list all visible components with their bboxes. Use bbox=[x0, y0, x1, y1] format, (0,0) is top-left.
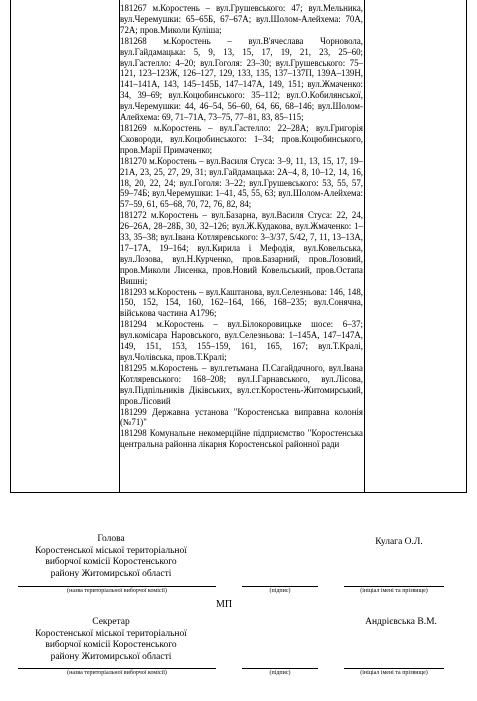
precinct-entry: 181267 м.Коростень – вул.Грушевського: 47; вул.Мельника, вул.Черемушки: 65–65Б, 67–67А; вул.Шолом-Алейхема: 70А, 72А; пров.Миколи Куліша; bbox=[120, 3, 363, 35]
column-divider bbox=[364, 0, 365, 492]
underline bbox=[18, 586, 216, 587]
stamp-label: МП bbox=[216, 599, 233, 610]
underline bbox=[242, 586, 318, 587]
caption-org: (назва територіальної виборчої комісії) bbox=[67, 670, 167, 676]
caption-sign: (підпис) bbox=[269, 588, 291, 594]
address-table bbox=[10, 0, 467, 493]
underline bbox=[18, 668, 216, 669]
signatory-name: Андрієвська В.М. bbox=[365, 617, 437, 627]
org-line: виборчої комісії Коростенського bbox=[45, 557, 177, 567]
precinct-entry: 181298 Комунальне некомерційне підприємство "Коростенська центральна районна лікарня Коростенської районної ради bbox=[120, 428, 363, 450]
org-line: Коростенської міської територіальної bbox=[35, 545, 187, 556]
precinct-entry: 181270 м.Коростень – вул.Василя Стуса: 3–9, 11, 13, 15, 17, 19–21А, 23, 25, 27, 29, 31; вул.Гайдамацька: 2А–4, 8, 10–12, 14, 16, 18, 20, 22, 24; вул.Гоголя: 3–22; вул.Грушевського: 53, 55, 57, 59–74Б; вул.Черемушки: 1–41, 45, 55, 63; вул.Шолом-Алейхема: 57–59, 61, 65–68, 70, 72, 76, 82, 84; bbox=[120, 155, 363, 210]
org-line: району Житомирської області bbox=[50, 651, 172, 662]
org-line: району Житомирської області bbox=[50, 568, 172, 579]
chairman-block bbox=[18, 534, 204, 580]
caption-org: (назва територіальної виборчої комісії) bbox=[67, 588, 167, 594]
caption-name: (ініціал імені та прізвище) bbox=[360, 670, 428, 676]
signatory-role: Секретар bbox=[92, 617, 130, 627]
org-line: виборчої комісії Коростенського bbox=[45, 640, 177, 650]
signatory-name: Кулага О.Л. bbox=[375, 537, 423, 547]
underline bbox=[242, 668, 318, 669]
signatory-role: Голова bbox=[97, 534, 125, 544]
address-cell bbox=[120, 3, 363, 450]
secretary-block bbox=[18, 617, 204, 663]
precinct-entry: 181295 м.Коростень – вул.гетьмана П.Сагайдачного, вул.Івана Котляревського: 168–208; вул.І.Гарнавського, вул.Лісова, вул.Підпільників Діківських, вул.ст.Коростень-Житомирський, пров.Лісовий bbox=[120, 362, 363, 406]
precinct-entry: 181269 м.Коростень – вул.Гастелло: 22–28А; вул.Григорія Сковороди, вул.Коцюбинського: 1–34; пров.Коцюбинського, пров.Марії Примаченко; bbox=[120, 122, 363, 155]
precinct-entry: 181272 м.Коростень – вул.Базарна, вул.Василя Стуса: 22, 24, 26–26А, 28–28Б, 30, 32–126; вул.Ж.Кудакова, вул.Жмаченко: 1–33, 35–38; вул.Івана Котляревського: 3–3/37, 5/42, 7, 11, 13–13А, 17–17А, 19–164; вул.Кирила і Мефодія, вул.Ковельська, вул.Лозова, вул.Н.Курченко, пров.Базарний, пров.Лозовий, пров.Миколи Лисенка, пров.Новий Ковельський, пров.Остапа Вишні; bbox=[120, 210, 363, 286]
precinct-entry: 181299 Державна установа "Коростенська виправна колонія (№71)" bbox=[120, 406, 363, 428]
precinct-entry: 181268 м.Коростень – вул.В'ячеслава Чорновола, вул.Гайдамацька: 5, 9, 13, 15, 17, 19, 21, 23, 25–60; вул.Гастелло: 4–20; вул.Гоголя: 23–30; вул.Грушевського: 75–121, 123–123Ж, 126–127, 129, 133, 135, 137–137П, 139А–139Н, 141–141А, 143, 145–145Б, 147–147А, 149, 151; вул.Жмаченко: 34, 39–69; вул.Коцюбинського: 35–112; вул.О.Кобилянської, вул.Черемушки: 44, 46–54, 56–60, 64, 66, 68–146; вул.Шолом-Алейхема: 69, 71–71А, 73–75, 77–81, 83, 85–115; bbox=[120, 35, 363, 123]
caption-sign: (підпис) bbox=[269, 670, 291, 676]
underline bbox=[344, 586, 444, 587]
precinct-entry: 181293 м.Коростень – вул.Каштанова, вул.Селезньова: 146, 148, 150, 152, 154, 160, 162–164, 166, 168–235; вул.Сонячна, військова частина А1796; bbox=[120, 286, 363, 319]
org-line: Коростенської міської територіальної bbox=[35, 628, 187, 639]
underline bbox=[344, 668, 444, 669]
caption-name: (ініціал імені та прізвище) bbox=[360, 588, 428, 594]
precinct-entry: 181294 м.Коростень – вул.Білокоровицьке шосе: 6–37; вул.комісара Наровського, вул.Селезньова: 1–145А, 147–147А, 149, 151, 153, 155–159, 161, 165, 167; вул.Т.Кралі, вул.Чолівська, пров.Т.Кралі; bbox=[120, 319, 363, 362]
